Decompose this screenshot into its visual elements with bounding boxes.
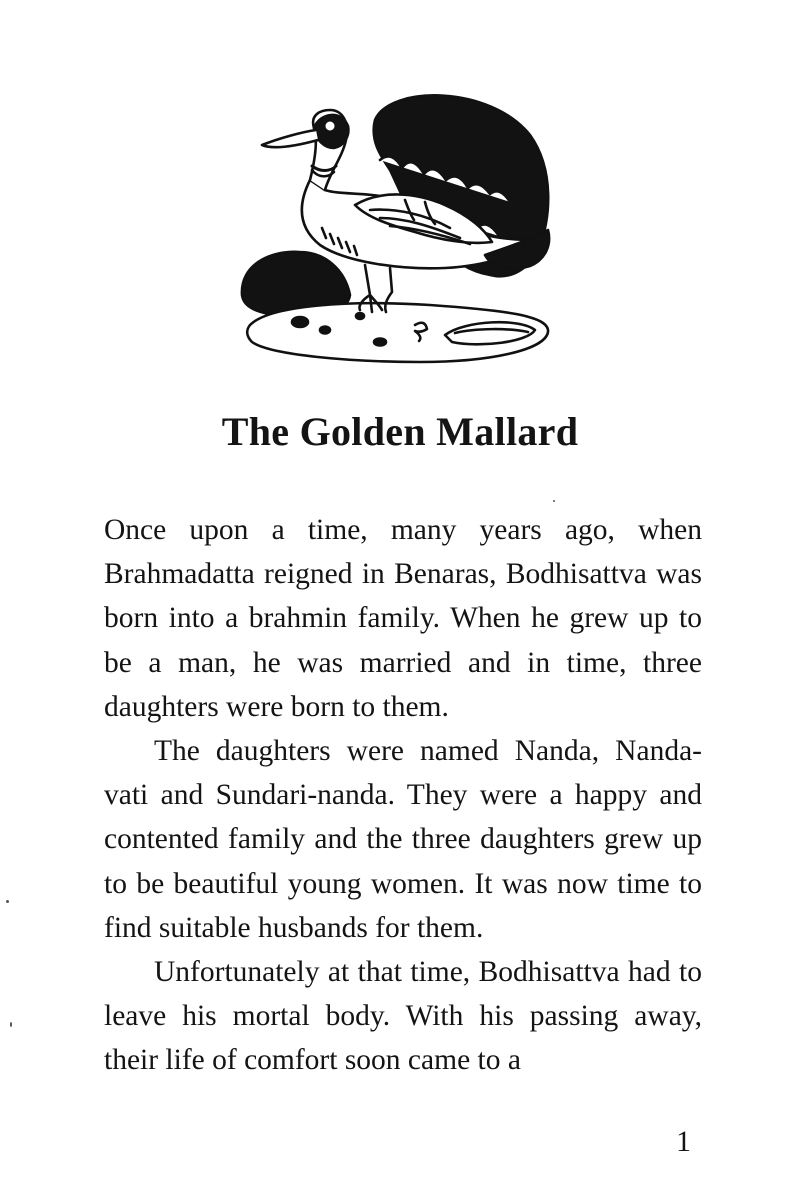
paragraph: The daughters were named Nanda, Nanda-vati and Sundari-nanda. They were a happy and contented family and the three daughters grew up to be beautiful young women. It was now time to find suitable husbands for them. [104,735,702,944]
scan-speck [553,500,555,502]
mallard-duck-icon [230,80,570,380]
scan-speck [10,1022,12,1027]
page-number: 1 [676,1125,691,1158]
paragraph: Unfortunately at that time, Bodhisattva had to leave his mortal body. With his passing away, their life of comfort soon came to a [104,956,702,1077]
story-text [104,508,702,1083]
chapter-title: The Golden Mallard [221,409,579,454]
scan-speck [6,900,9,903]
paragraph: Once upon a time, many years ago, when Brahmadatta reigned in Benaras, Bodhisattva was born into a brahmin family. When he grew up to be a man, he was married and in time, three daughters were born to them. [104,514,702,723]
